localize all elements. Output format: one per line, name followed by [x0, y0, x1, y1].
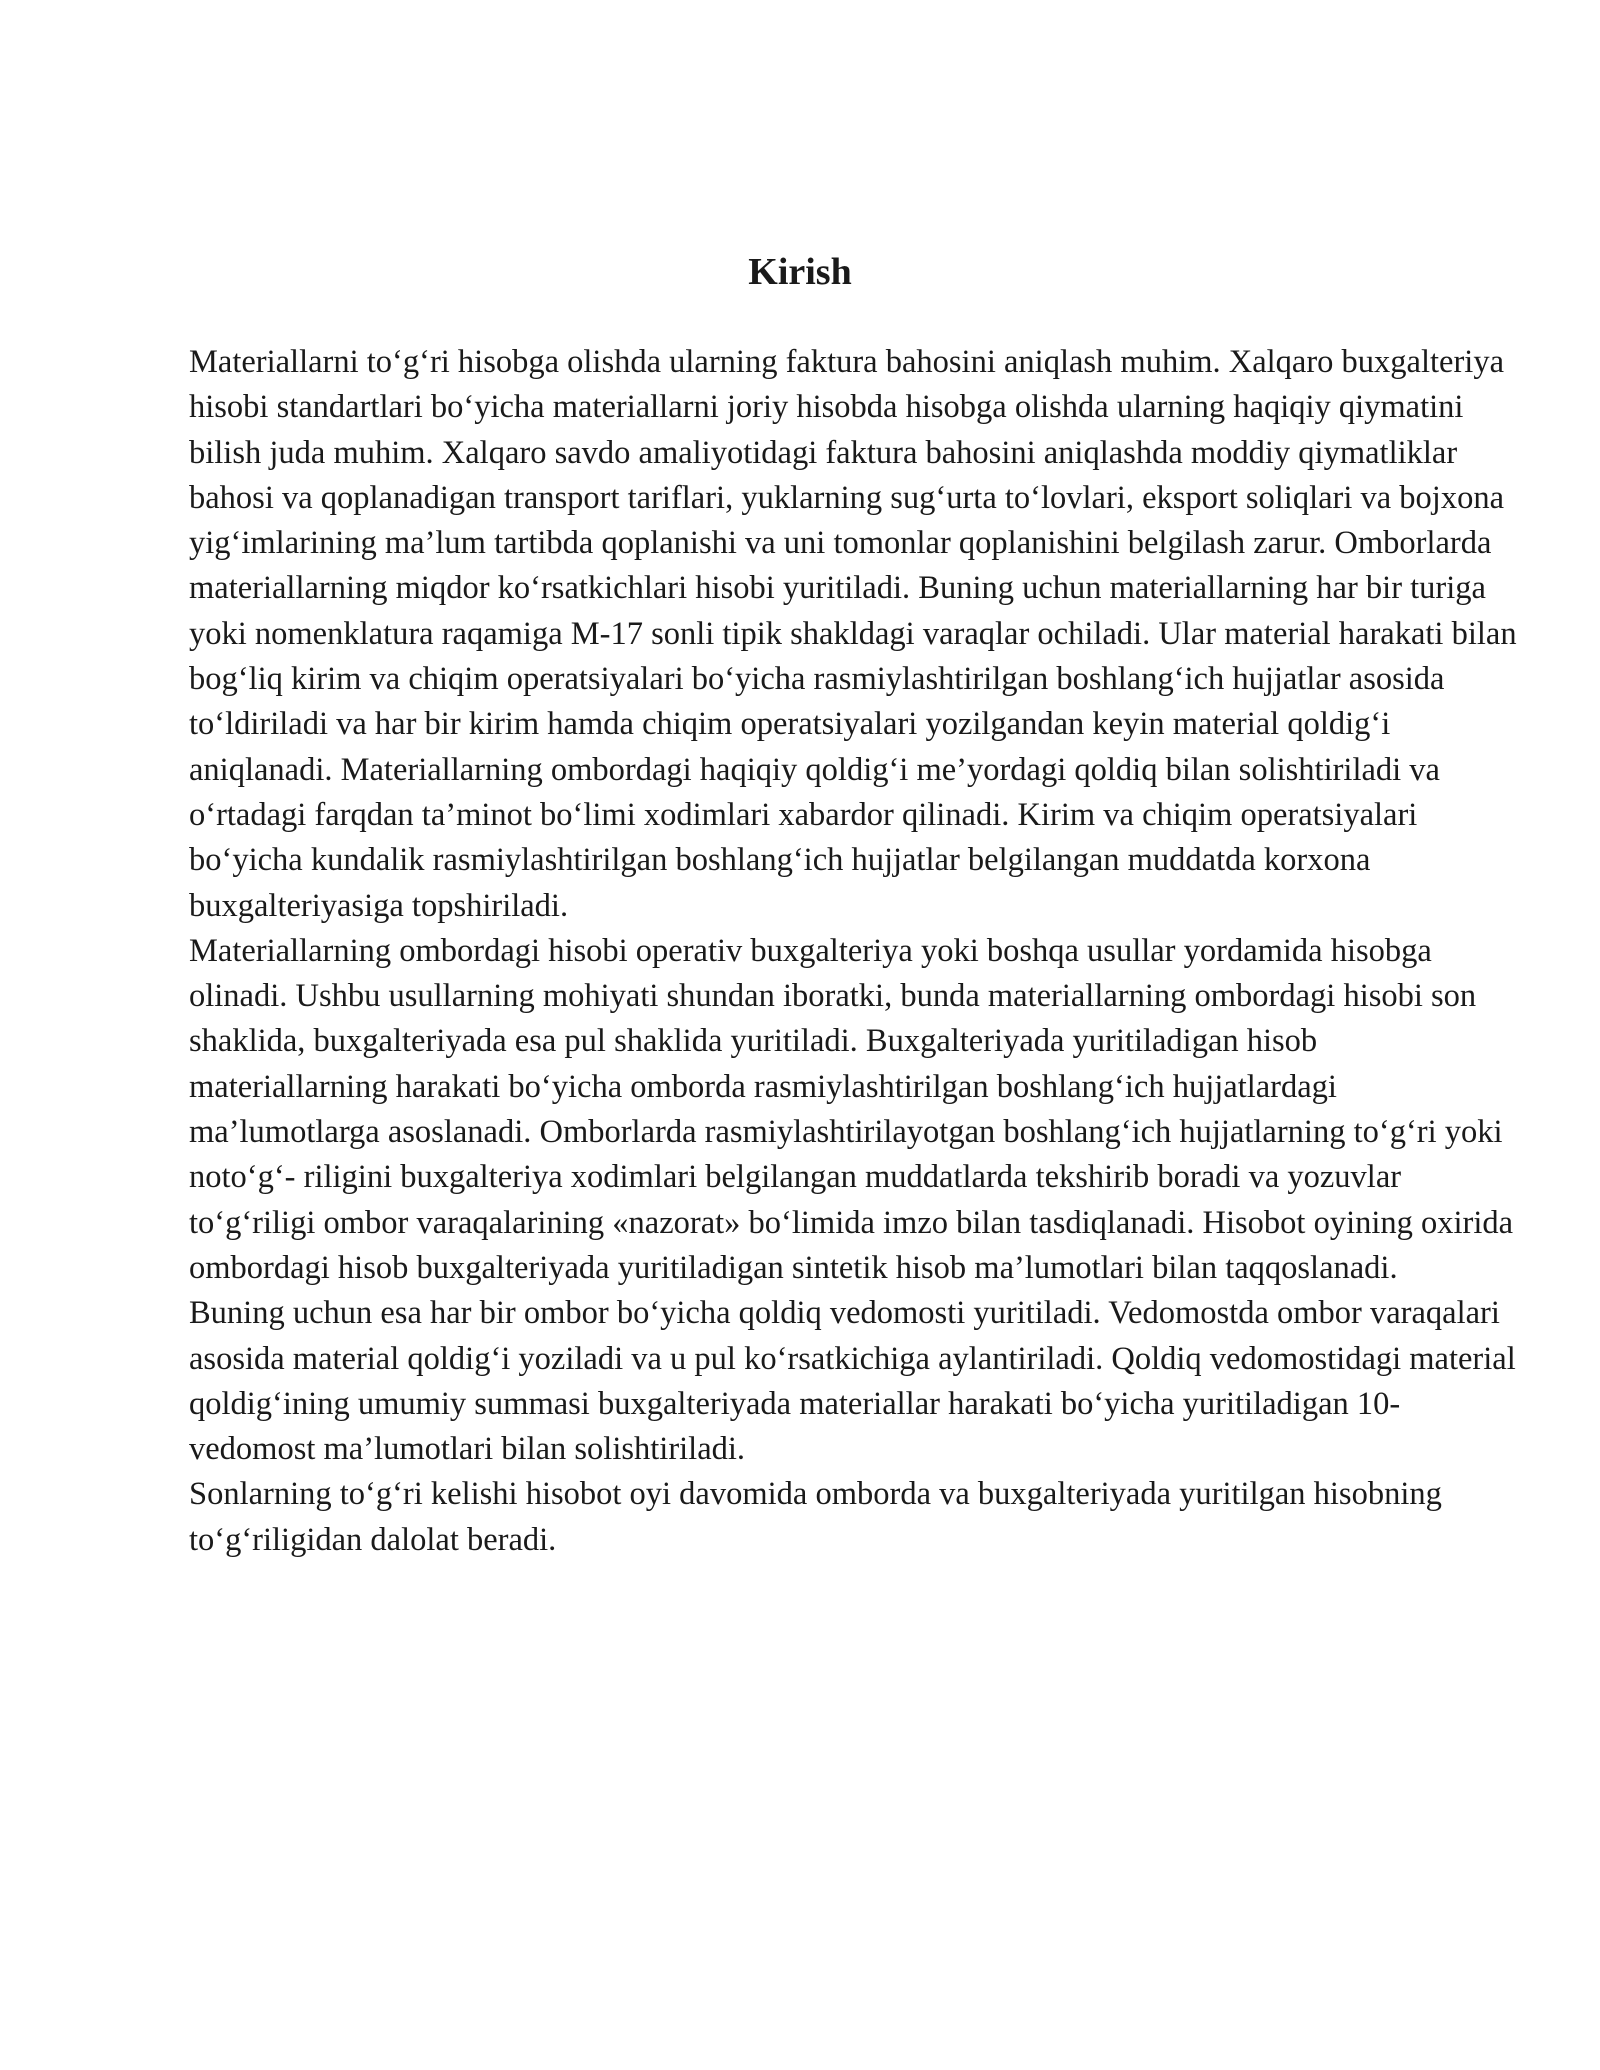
- document-body: [189, 340, 1519, 1563]
- paragraph-4: Sonlarning to‘g‘ri kelishi hisobot oyi davomida omborda va buxgalteriyada yuritilgan hisobning to‘g‘riligidan dalolat beradi.: [189, 1476, 1442, 1558]
- paragraph-3: Buning uchun esa har bir ombor bo‘yicha qoldiq vedomosti yuritiladi. Vedomostda ombor varaqalari asosida material qoldig‘i yoziladi va u pul ko‘rsatkichiga aylantiriladi. Qoldiq vedomostidagi material qoldig‘ining umumiy summasi buxgalteriyada materiallar harakati bo‘yicha yuritiladigan 10-vedomost ma’lumotlari bilan solishtiriladi.: [189, 1295, 1516, 1468]
- paragraph-2: Materiallarning ombordagi hisobi operativ buxgalteriya yoki boshqa usullar yordamida hisobga olinadi. Ushbu usullarning mohiyati shundan iboratki, bunda materiallarning ombordagi hisobi son shaklida, buxgalteriyada esa pul shaklida yuritiladi. Buxgalteriyada yuritiladigan hisob materiallarning harakati bo‘yicha omborda rasmiylashtirilgan boshlang‘ich hujjatlardagi ma’lumotlarga asoslanadi. Omborlarda rasmiylashtirilayotgan boshlang‘ich hujjatlarning to‘g‘ri yoki noto‘g‘- riligini buxgalteriya xodimlari belgilangan muddatlarda tekshirib boradi va yozuvlar to‘g‘riligi ombor varaqalarining «nazorat» bo‘limida imzo bilan tasdiqlanadi. Hisobot oyining oxirida ombordagi hisob buxgalteriyada yuritiladigan sintetik hisob ma’lumotlari bilan taqqoslanadi.: [189, 932, 1514, 1286]
- page-title: Kirish: [748, 251, 852, 293]
- paragraph-1: Materiallarni to‘g‘ri hisobga olishda ularning faktura bahosini aniqlash muhim. Xalqaro buxgalteriya hisobi standartlari bo‘yicha materiallarni joriy hisobda hisobga olishda ularning haqiqiy qiymatini bilish juda muhim. Xalqaro savdo amaliyotidagi faktura bahosini aniqlashda moddiy qiymatliklar bahosi va qoplanadigan transport tariflari, yuklarning sug‘urta to‘lovlari, eksport soliqlari va bojxona yig‘imlarining ma’lum tartibda qoplanishi va uni tomonlar qoplanishini belgilash zarur. Omborlarda materiallarning miqdor ko‘rsatkichlari hisobi yuritiladi. Buning uchun materiallarning har bir turiga yoki nomenklatura raqamiga M-17 sonli tipik shakldagi varaqlar ochiladi. Ular material harakati bilan bog‘liq kirim va chiqim operatsiyalari bo‘yicha rasmiylashtirilgan boshlang‘ich hujjatlar asosida to‘ldiriladi va har bir kirim hamda chiqim operatsiyalari yozilgandan keyin material qoldig‘i aniqlanadi. Materiallarning ombordagi haqiqiy qoldig‘i me’yordagi qoldiq bilan solishtiriladi va o‘rtadagi farqdan ta’minot bo‘limi xodimlari xabardor qilinadi. Kirim va chiqim operatsiyalari bo‘yicha kundalik rasmiylashtirilgan boshlang‘ich hujjatlar belgilangan muddatda korxona buxgalteriyasiga topshiriladi.: [189, 344, 1517, 924]
